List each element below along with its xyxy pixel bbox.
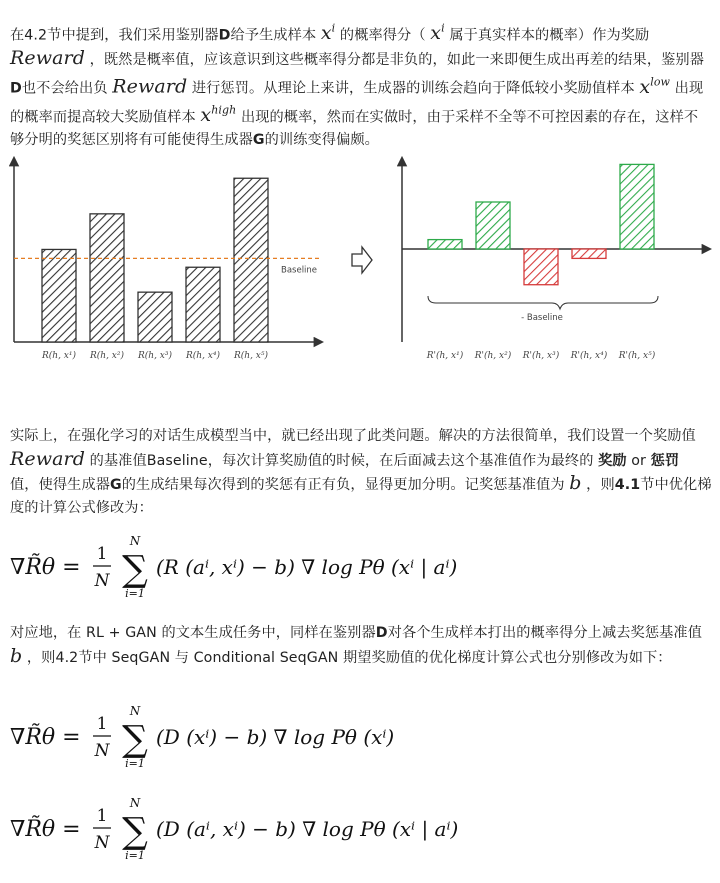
text: 的基准值Baseline，每次计算奖励值的时候，在后面减去这个基准值作为最终的 [85, 452, 599, 469]
math-symbol: x [200, 104, 212, 127]
text: 的概率得分（ [335, 27, 431, 44]
text: ，则4.2节中 SeqGAN 与 Conditional SeqGAN 期望奖励值的优化梯度计算公式也分别修改为如下： [22, 649, 672, 666]
right-bar-positive [428, 240, 462, 249]
formula-3 [10, 792, 710, 867]
math-superscript: low [650, 75, 671, 89]
formula-body: (R (aⁱ, xⁱ) − b) ∇ log Pθ (xⁱ | aⁱ) [156, 555, 458, 579]
formula-lhs: ∇R̃θ = [10, 555, 81, 580]
math-x-low [639, 76, 670, 98]
left-bar [42, 249, 76, 342]
left-bar [234, 178, 268, 342]
rl-gan-paragraph [10, 622, 712, 669]
math-superscript: high [211, 104, 237, 118]
fraction-numerator: 1 [96, 714, 108, 734]
math-x-high [200, 104, 236, 126]
math-superscript: i [331, 22, 336, 35]
text: 的生成结果每次得到的奖惩有正有负，显得更加分明。记奖惩基准值为 [121, 477, 570, 493]
text: G [252, 131, 265, 148]
math-symbol: x [639, 75, 651, 98]
baseline-bracket [428, 296, 658, 309]
bold-text: 惩罚 [650, 452, 680, 469]
baseline-label: Baseline [281, 265, 318, 276]
math-x-i [430, 22, 444, 44]
text: 实际上，在强化学习的对话生成模型当中，就已经出现了此类问题。解决的方法很简单，我们设置一个奖励值 [10, 428, 696, 444]
math-superscript: i [441, 22, 445, 35]
right-bar-positive [620, 164, 654, 249]
summation-icon: ∑ [122, 811, 148, 852]
text: 的训练变得偏颇。 [264, 131, 379, 148]
summation-icon: ∑ [122, 549, 148, 590]
left-bar [138, 292, 172, 342]
left-tick-label: R(h, x³) [137, 351, 173, 361]
hollow-right-arrow-icon [352, 247, 372, 273]
right-tick-label: R'(h, x²) [474, 351, 512, 361]
formula-2 [10, 700, 710, 775]
right-tick-label: R'(h, x⁵) [618, 351, 656, 361]
sum-upper-limit: N [129, 796, 141, 810]
math-b: b [569, 472, 582, 494]
math-b: b [10, 644, 23, 667]
left-bar [90, 214, 124, 342]
math-reward: Reward [10, 46, 85, 69]
text: 给予生成样本 [230, 27, 321, 44]
formula-1 [10, 530, 710, 605]
text: 出现的概率而提高较大奖励值样本 [10, 80, 704, 126]
text: 值，使得生成器 [10, 477, 111, 493]
sum-upper-limit: N [129, 704, 141, 718]
text: D [375, 625, 388, 641]
text: 也不会给出负 [21, 80, 113, 97]
sum-lower-limit: i=1 [125, 849, 145, 862]
math-x-i [321, 22, 335, 44]
right-tick-label: R'(h, x³) [522, 351, 560, 361]
text: 4.1 [614, 477, 641, 493]
right-tick-label: R'(h, x¹) [426, 351, 464, 361]
text: 对各个生成样本打出的概率得分上减去奖惩基准值 [387, 625, 702, 641]
intro-paragraph [10, 18, 712, 151]
text: ，则 [581, 477, 615, 493]
left-tick-label: R(h, x⁴) [185, 351, 221, 361]
math-reward: Reward [10, 447, 85, 470]
sum-upper-limit: N [129, 534, 141, 548]
formula-lhs: ∇R̃θ = [10, 725, 81, 750]
text: G [110, 477, 122, 493]
fraction-denominator: N [94, 833, 110, 853]
solution-paragraph [10, 425, 712, 519]
right-bar-positive [476, 202, 510, 249]
text: ，既然是概率值，应该意识到这些概率得分都是非负的，如此一来即便生成出再差的结果，鉴别器 [85, 51, 704, 68]
math-symbol: x [320, 22, 332, 45]
fraction-denominator: N [94, 571, 110, 591]
formula-body: (D (xⁱ) − b) ∇ log Pθ (xⁱ) [156, 725, 395, 749]
text: D [218, 27, 231, 44]
fraction-numerator: 1 [96, 544, 108, 564]
baseline-figure [0, 150, 720, 380]
text: D [10, 80, 22, 97]
fraction-numerator: 1 [96, 806, 108, 826]
formula-lhs: ∇R̃θ = [10, 817, 81, 842]
left-tick-label: R(h, x²) [89, 351, 125, 361]
text: 出现的概率，然而在实做时，由于采样不全等不可控因素的存在，这样不够分明的奖惩区别将有可能使得生成器 [10, 109, 699, 148]
math-symbol: x [430, 22, 442, 45]
bracket-label: - Baseline [521, 313, 563, 323]
right-bar-negative [572, 249, 606, 258]
sum-lower-limit: i=1 [125, 587, 145, 600]
formula-body: (D (aⁱ, xⁱ) − b) ∇ log Pθ (xⁱ | aⁱ) [156, 817, 459, 841]
right-bar-negative [524, 249, 558, 285]
bold-text: 奖励 [598, 452, 627, 469]
fraction-denominator: N [94, 741, 110, 761]
math-reward: Reward [112, 75, 188, 98]
left-tick-label: R(h, x⁵) [233, 351, 269, 361]
text: or [626, 452, 651, 469]
text: 进行惩罚。从理论上来讲，生成器的训练会趋向于降低较小奖励值样本 [187, 80, 640, 97]
text: 对应地，在 RL + GAN 的文本生成任务中，同样在鉴别器 [10, 625, 376, 641]
right-tick-label: R'(h, x⁴) [570, 351, 608, 361]
summation-icon: ∑ [122, 719, 148, 760]
left-tick-label: R(h, x¹) [41, 351, 77, 361]
sum-lower-limit: i=1 [125, 757, 145, 770]
left-bar [186, 267, 220, 342]
text: 节中优化梯度的计算公式修改为： [10, 477, 712, 516]
text: 属于真实样本的概率）作为奖励 [444, 27, 650, 44]
text: 在4.2节中提到，我们采用鉴别器 [10, 27, 219, 44]
